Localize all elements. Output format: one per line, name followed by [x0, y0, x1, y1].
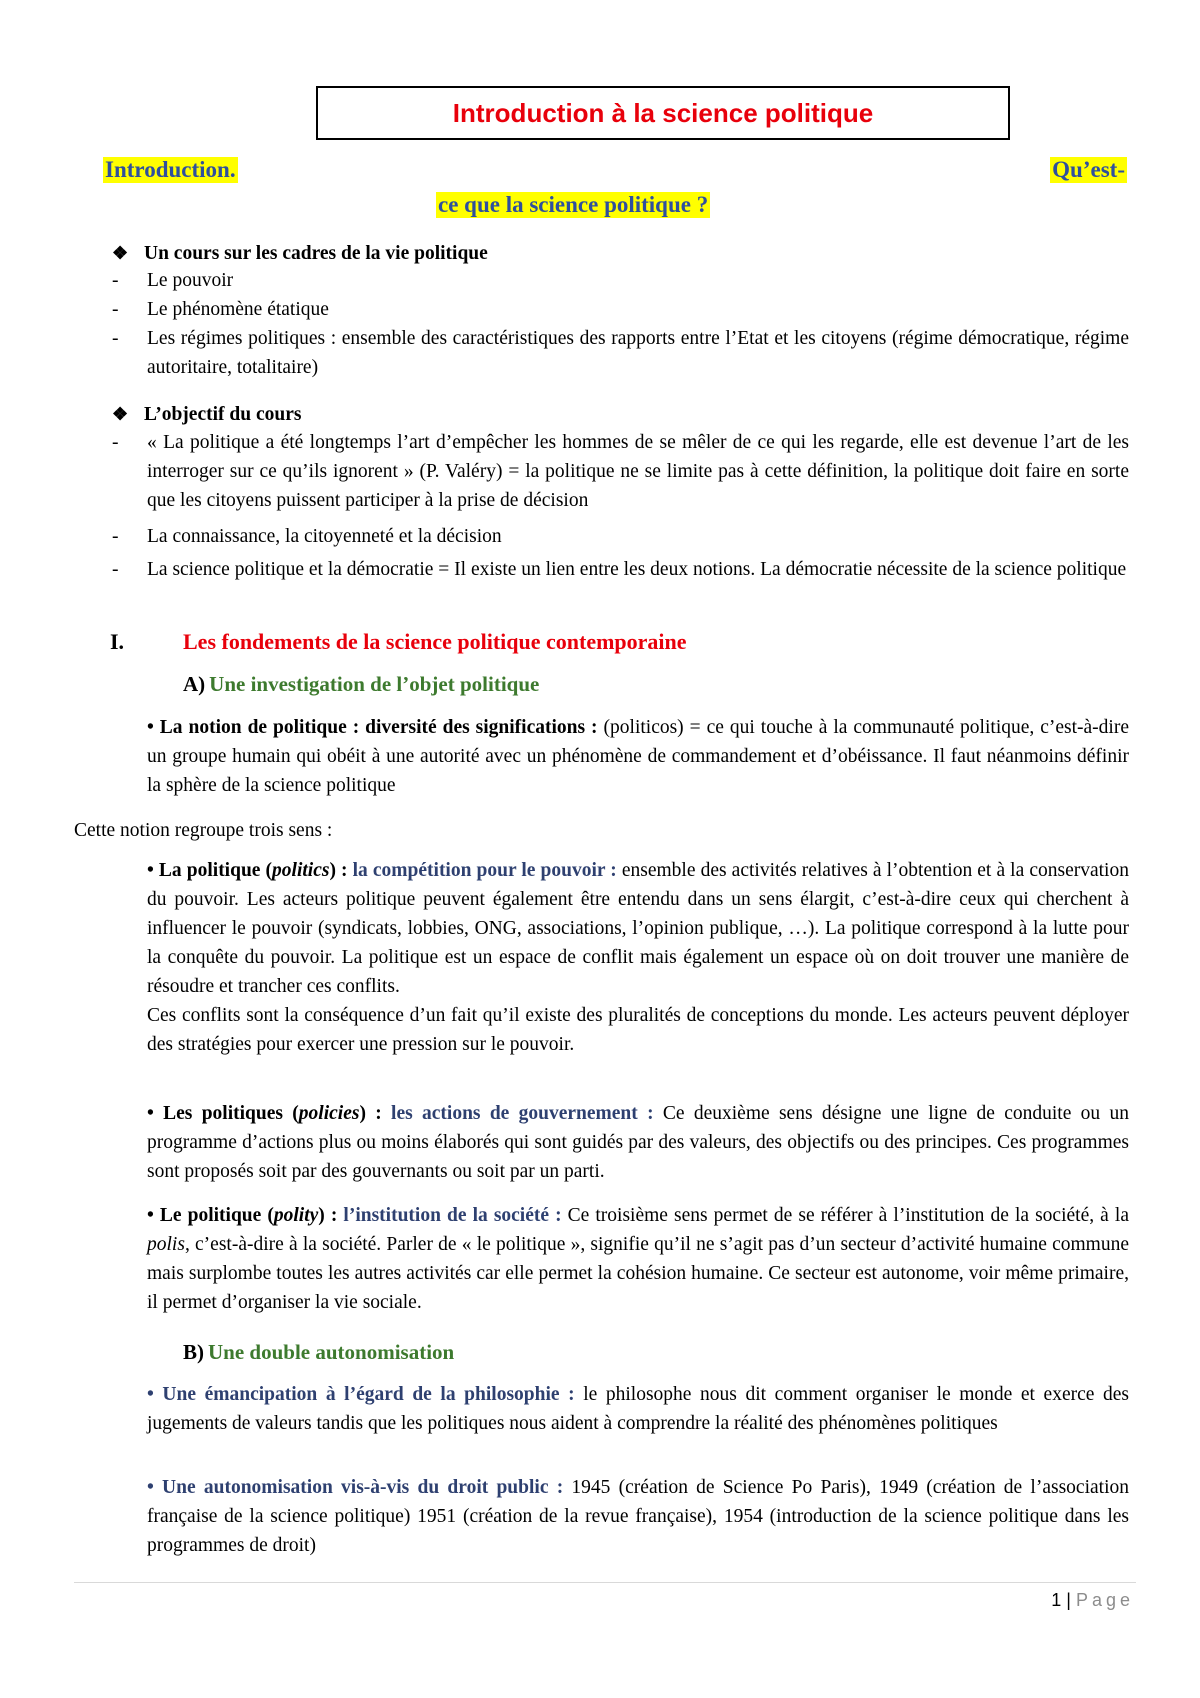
- sens-lead: • La politique (: [147, 860, 273, 881]
- page-label: Page: [1075, 1590, 1134, 1610]
- footer-divider: [74, 1582, 1136, 1583]
- subsection-title: Une double autonomisation: [208, 1340, 455, 1364]
- title-box: [316, 86, 1010, 140]
- sens-text: Ce deuxième sens désigne une ligne de conduite ou un programme d’actions plus ou moins élaborés qui sont guidés par des valeurs, des objectifs ou des principes. Ces programmes sont proposés soit par des gouvernants ou soit par un parti.: [147, 1103, 1129, 1182]
- dash-bullet: -: [112, 299, 119, 320]
- sens-definition: l’institution de la société :: [343, 1205, 562, 1226]
- sens-lead-end: ) :: [359, 1103, 392, 1124]
- paragraph-trois-sens: Cette notion regroupe trois sens :: [74, 820, 333, 841]
- page-number: 1: [1051, 1590, 1062, 1610]
- list-item: Le pouvoir: [147, 270, 234, 291]
- part-number: I.: [110, 629, 125, 654]
- sens-lead-term: policies: [298, 1103, 360, 1124]
- list-item: Le phénomène étatique: [147, 299, 329, 320]
- sens-lead-term: polity: [273, 1205, 319, 1226]
- paragraph-notion: [147, 713, 1129, 800]
- subsection-heading-b: [183, 1340, 454, 1365]
- intro-question-end: ce que la science politique ?: [438, 192, 709, 217]
- list-item: La science politique et la démocratie = Il existe un lien entre les deux notions. La démocratie nécessite de la science politique: [147, 559, 1127, 580]
- sens-definition: la compétition pour le pouvoir :: [352, 860, 617, 881]
- paragraph-emancipation: [147, 1380, 1129, 1438]
- paragraph-sens-politics: [147, 856, 1129, 1059]
- sens-lead: • Les politiques (: [147, 1103, 299, 1124]
- page-footer: [1051, 1590, 1134, 1611]
- dash-bullet: -: [112, 526, 119, 547]
- autonomisation-text: le philosophe nous dit comment organiser le monde et exerce des jugements de valeurs tandis que les politiques nous aident à comprendre la réalité des phénomènes politiques: [147, 1384, 1129, 1434]
- subsection-title: Une investigation de l’objet politique: [209, 672, 540, 696]
- autonomisation-text: 1945 (création de Science Po Paris), 1949 (création de l’association française de la science politique) 1951 (création de la revue française), 1954 (introduction de la science politique dans les programmes de droit): [147, 1477, 1129, 1556]
- sens-lead-end: ) :: [329, 860, 353, 881]
- notion-text: (politicos) = ce qui touche à la communauté politique, c’est-à-dire un groupe humain qui obéit à une autorité avec un phénomène de commandement et d’obéissance. Il faut néanmoins définir la sphère de la science politique: [147, 717, 1129, 796]
- section-heading-cadres: [112, 240, 488, 267]
- autonomisation-lead: • Une émancipation à l’égard de la philosophie :: [147, 1384, 575, 1405]
- sens-definition: les actions de gouvernement :: [391, 1103, 654, 1124]
- dash-bullet: -: [112, 559, 119, 580]
- sens-text-emphasis: polis: [147, 1234, 185, 1255]
- sens-text: Ce troisième sens permet de se référer à l’institution de la société, à la: [561, 1205, 1129, 1226]
- document-title: Introduction à la science politique: [452, 97, 874, 128]
- paragraph-droit-public: [147, 1473, 1129, 1560]
- dash-bullet: -: [112, 432, 119, 453]
- diamond-bullet-icon: ❖: [112, 404, 129, 424]
- autonomisation-lead: • Une autonomisation vis-à-vis du droit public :: [147, 1477, 564, 1498]
- section-heading-objectif: [112, 401, 301, 428]
- sens-lead-end: ) :: [318, 1205, 344, 1226]
- sens-lead-term: politics: [272, 860, 330, 881]
- sens-text: ensemble des activités relatives à l’obtention et à la conservation du pouvoir. Les acteurs politique peuvent également être entendu dans un sens élargit, c’est-à-dire ceux qui cherchent à influencer le pouvoir (syndicats, lobbies, ONG, associations, l’opinion publique, …). La politique correspond à la lutte pour la conquête du pouvoir. La politique est un espace de conflit mais également un espace où on doit trouver une manière de résoudre et trancher ces conflits.: [147, 860, 1129, 997]
- notion-lead: • La notion de politique : diversité des significations :: [147, 717, 598, 738]
- sens-text-end: , c’est-à-dire à la société. Parler de « le politique », signifie qu’il ne s’agit pas d’un secteur d’activité humaine commune mais surplombe toutes les autres activités car elle permet la cohésion humaine. Ce secteur est autonome, voir même primaire, il permet d’organiser la vie sociale.: [147, 1234, 1129, 1313]
- intro-question-start: Qu’est-: [1052, 157, 1125, 182]
- paragraph-sens-policies: [147, 1099, 1129, 1186]
- list-item: « La politique a été longtemps l’art d’empêcher les hommes de se mêler de ce qui les regarde, elle est devenue l’art de les interroger sur ce qu’ils ignorent » (P. Valéry) = la politique ne se limite pas à cette définition, la politique doit faire en sorte que les citoyens puissent participer à la prise de décision: [147, 432, 1129, 511]
- sens-text-continued: Ces conflits sont la conséquence d’un fait qu’il existe des pluralités de conceptions du monde. Les acteurs peuvent déployer des stratégies pour exercer une pression sur le pouvoir.: [147, 1005, 1129, 1055]
- list-item: La connaissance, la citoyenneté et la décision: [147, 526, 502, 547]
- subsection-letter: B): [183, 1340, 204, 1364]
- intro-label: Introduction.: [105, 157, 236, 182]
- list-item: Les régimes politiques : ensemble des caractéristiques des rapports entre l’Etat et les citoyens (régime démocratique, régime autoritaire, totalitaire): [147, 328, 1129, 378]
- sens-lead: • Le politique (: [147, 1205, 274, 1226]
- dash-bullet: -: [112, 270, 119, 291]
- heading-text: Un cours sur les cadres de la vie politique: [144, 243, 488, 264]
- part-title: Les fondements de la science politique contemporaine: [183, 629, 687, 654]
- paragraph-sens-polity: [147, 1201, 1129, 1317]
- footer-separator: |: [1061, 1590, 1076, 1610]
- heading-text: L’objectif du cours: [144, 404, 302, 425]
- dash-bullet: -: [112, 328, 119, 349]
- subsection-letter: A): [183, 672, 206, 696]
- subsection-heading-a: [183, 672, 539, 697]
- diamond-bullet-icon: ❖: [112, 243, 129, 263]
